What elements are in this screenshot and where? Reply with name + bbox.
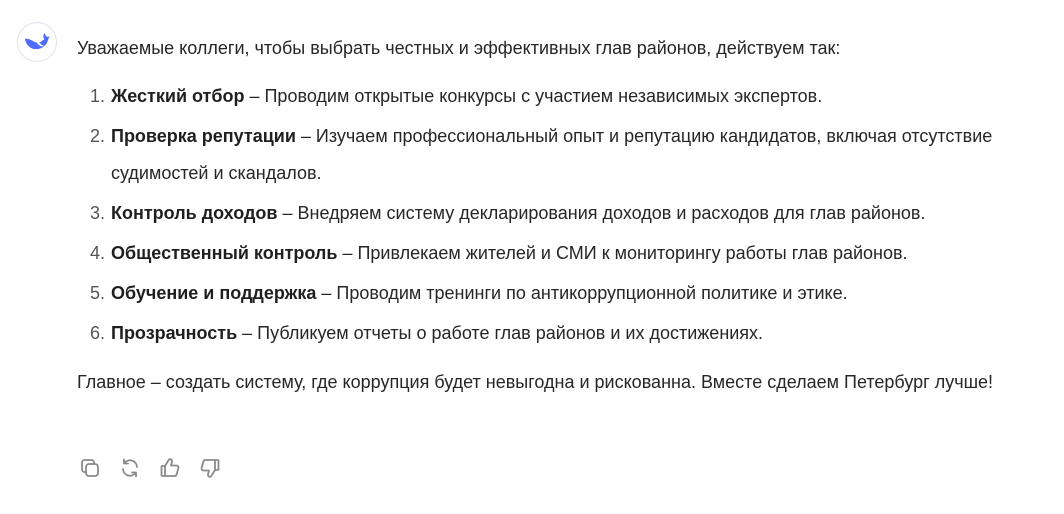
list-item — [77, 315, 1037, 352]
regenerate-icon — [118, 456, 142, 480]
list-item-number: 5. — [90, 283, 106, 303]
like-button[interactable] — [157, 455, 183, 481]
list-item-number: 3. — [90, 203, 106, 223]
list-item-number: 2. — [90, 126, 106, 146]
assistant-message — [77, 30, 1037, 401]
list-item-text: – Проводим открытые конкурсы с участием независимых экспертов. — [244, 86, 823, 106]
list-item-text: – Внедряем систему декларирования доходов и расходов для глав районов. — [277, 203, 926, 223]
thumbs-down-icon — [198, 456, 222, 480]
copy-icon — [78, 456, 102, 480]
assistant-avatar — [17, 22, 57, 62]
list-item-title: Контроль доходов — [111, 203, 278, 223]
list-item-number: 4. — [90, 243, 106, 263]
regenerate-button[interactable] — [117, 455, 143, 481]
list-item — [77, 275, 1037, 312]
thumbs-up-icon — [158, 456, 182, 480]
list-item — [77, 195, 1037, 232]
numbered-list — [77, 78, 1037, 352]
message-actions — [77, 455, 223, 481]
list-item-text: – Изучаем профессиональный опыт и репутацию кандидатов, включая отсутствие судимостей и скандалов. — [111, 126, 993, 183]
list-item-title: Общественный контроль — [111, 243, 338, 263]
list-item — [77, 235, 1037, 272]
list-item-number: 6. — [90, 323, 106, 343]
copy-button[interactable] — [77, 455, 103, 481]
list-item-title: Проверка репутации — [111, 126, 296, 146]
list-item-title: Прозрачность — [111, 323, 238, 343]
list-item — [77, 118, 1037, 192]
message-intro: Уважаемые коллеги, чтобы выбрать честных и эффективных глав районов, действуем так: — [77, 38, 841, 58]
list-item-title: Жесткий отбор — [111, 86, 245, 106]
message-conclusion: Главное – создать систему, где коррупция будет невыгодна и рискованна. Вместе сделаем Петербург лучше! — [77, 372, 994, 392]
whale-logo-icon — [23, 31, 51, 53]
list-item-text: – Проводим тренинги по антикоррупционной политике и этике. — [316, 283, 848, 303]
list-item — [77, 78, 1037, 115]
list-item-title: Обучение и поддержка — [111, 283, 317, 303]
list-item-text: – Привлекаем жителей и СМИ к мониторингу работы глав районов. — [337, 243, 908, 263]
dislike-button[interactable] — [197, 455, 223, 481]
list-item-number: 1. — [90, 86, 106, 106]
list-item-text: – Публикуем отчеты о работе глав районов и их достижениях. — [237, 323, 764, 343]
